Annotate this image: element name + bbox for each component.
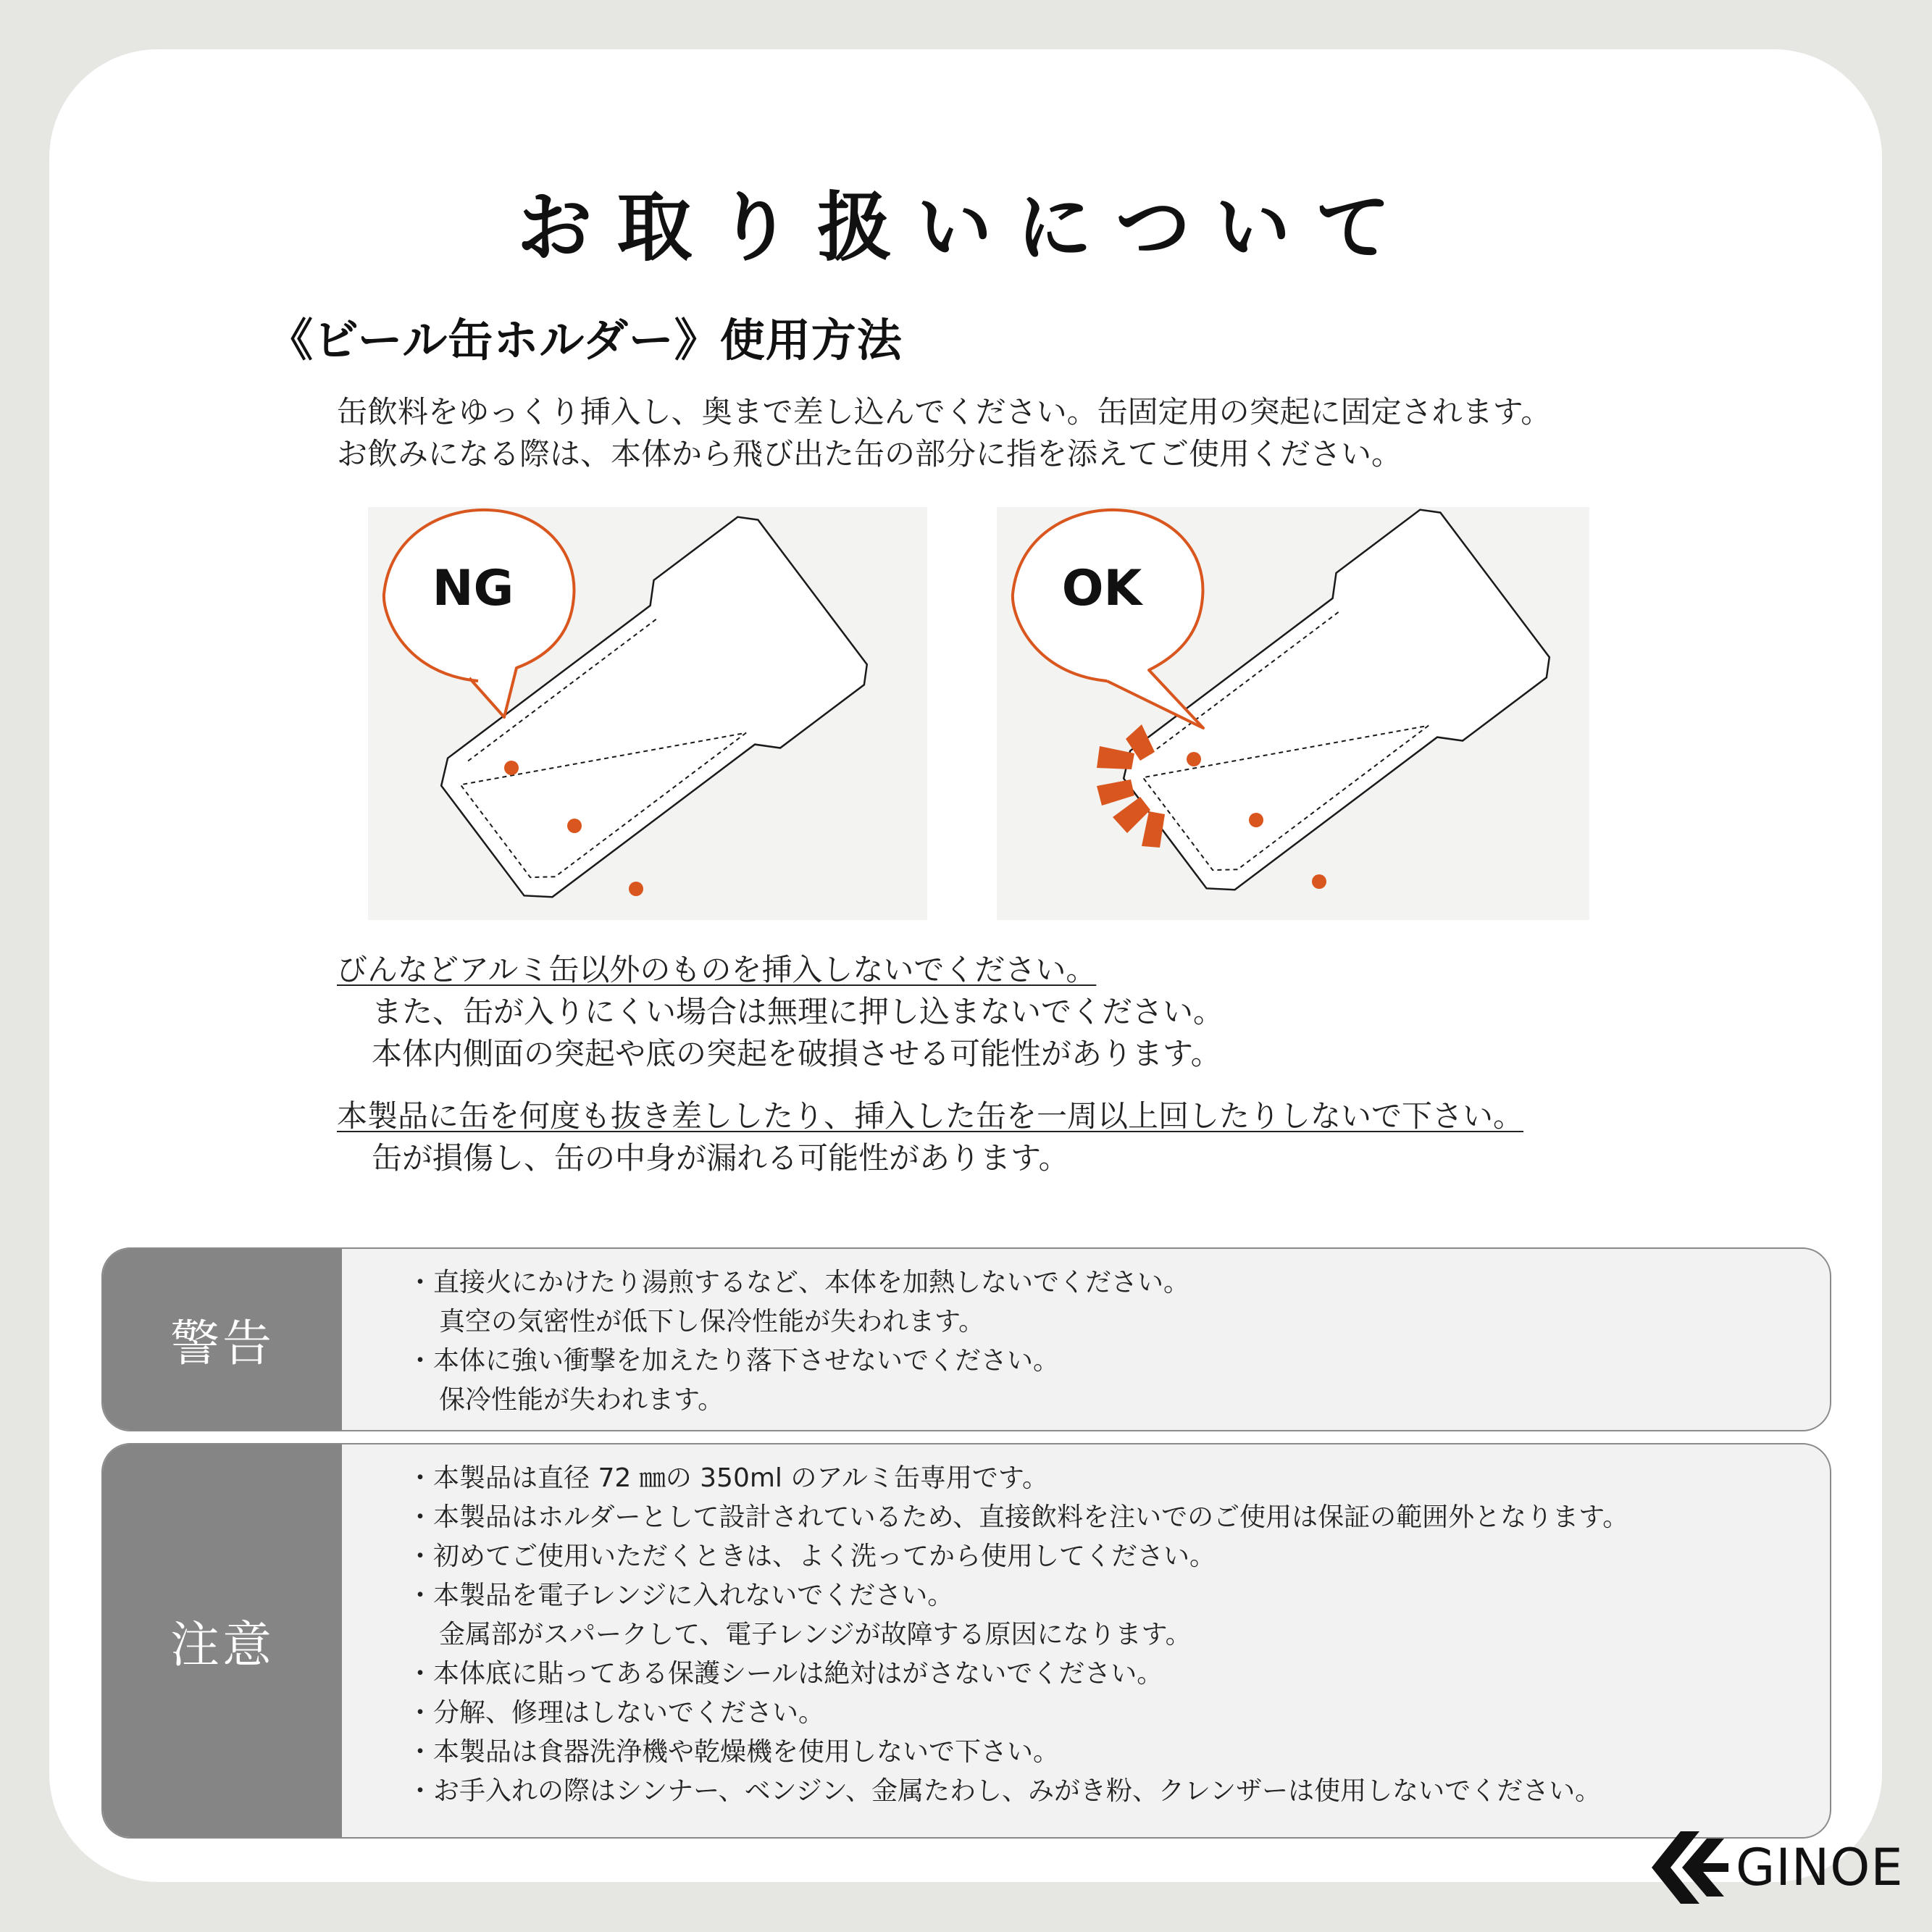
brand-logo	[1652, 1831, 1904, 1904]
protrusion-dot	[504, 761, 519, 775]
list-item	[407, 1733, 1815, 1772]
warning-box	[101, 1247, 1831, 1431]
attention-label: 注意	[103, 1444, 342, 1837]
caution-line: また、缶が入りにくい場合は無理に押し込まないでください。	[372, 994, 1224, 1029]
list-item-text: ・お手入れの際はシンナー、ベンジン、金属たわし、みがき粉、クレンザーは使用しないでください。	[407, 1776, 1602, 1806]
ok-label: OK	[1061, 560, 1142, 617]
list-item	[407, 1263, 1815, 1342]
list-item-text: ・本製品は食器洗浄機や乾燥機を使用しないで下さい。	[407, 1737, 1060, 1767]
warning-list	[407, 1263, 1815, 1420]
ok-speech-bubble	[1013, 510, 1203, 728]
list-item-text: ・本体に強い衝撃を加えたり落下させないでください。	[407, 1346, 1060, 1376]
ginoe-logo-icon	[1652, 1831, 1731, 1904]
list-item	[407, 1459, 1815, 1498]
list-item	[407, 1772, 1815, 1811]
intro-line: 缶飲料をゆっくり挿入し、奥まで差し込んでください。缶固定用の突起に固定されます。	[337, 394, 1552, 430]
list-item	[407, 1342, 1815, 1420]
protrusion-dot	[1187, 752, 1201, 766]
list-item-text: ・本製品は直径 72 ㎜の 350ml のアルミ缶専用です。	[407, 1463, 1049, 1493]
intro-line: お飲みになる際は、本体から飛び出た缶の部分に指を添えてご使用ください。	[337, 436, 1402, 472]
list-item	[407, 1537, 1815, 1576]
list-item-note: 保冷性能が失われます。	[439, 1385, 724, 1415]
protrusion-dot	[567, 819, 582, 833]
list-item-text: ・初めてご使用いただくときは、よく洗ってから使用してください。	[407, 1542, 1216, 1571]
list-item	[407, 1655, 1815, 1694]
list-item	[407, 1576, 1815, 1655]
caution-heading: びんなどアルミ缶以外のものを挿入しないでください。	[337, 952, 1097, 987]
list-item-text: ・本製品を電子レンジに入れないでください。	[407, 1581, 954, 1610]
ok-diagram	[997, 507, 1589, 920]
caution-block-2	[337, 1095, 1523, 1179]
intro-text	[337, 391, 1551, 475]
page-title: お取り扱いについて	[517, 183, 1415, 272]
list-item-text: ・本製品はホルダーとして設計されているため、直接飲料を注いでのご使用は保証の範囲外となります。	[407, 1502, 1629, 1532]
ng-illustration	[368, 507, 927, 920]
protrusion-dot	[629, 882, 643, 896]
caution-line: 本体内側面の突起や底の突起を破損させる可能性があります。	[372, 1036, 1221, 1071]
protrusion-dot	[1312, 874, 1326, 889]
brand-name: GINOE	[1736, 1838, 1904, 1897]
ng-label: NG	[432, 560, 514, 617]
list-item-note: 真空の気密性が低下し保冷性能が失われます。	[439, 1307, 985, 1337]
list-item	[407, 1498, 1815, 1537]
ng-diagram	[368, 507, 927, 920]
warning-label: 警告	[103, 1249, 342, 1430]
list-item-text: ・分解、修理はしないでください。	[407, 1698, 825, 1728]
list-item-text: ・本体底に貼ってある保護シールは絶対はがさないでください。	[407, 1659, 1163, 1689]
list-item-text: ・直接火にかけたり湯煎するなど、本体を加熱しないでください。	[407, 1268, 1190, 1297]
caution-block-1	[337, 949, 1224, 1075]
list-item	[407, 1694, 1815, 1733]
attention-box	[101, 1443, 1831, 1839]
caution-line: 缶が損傷し、缶の中身が漏れる可能性があります。	[372, 1140, 1069, 1176]
attention-list	[407, 1459, 1815, 1811]
ok-illustration	[997, 507, 1589, 920]
protrusion-dot	[1249, 813, 1263, 827]
list-item-note: 金属部がスパークして、電子レンジが故障する原因になります。	[439, 1620, 1192, 1649]
caution-heading: 本製品に缶を何度も抜き差ししたり、挿入した缶を一周以上回したりしないで下さい。	[337, 1098, 1524, 1134]
section-subtitle: 《ビール缶ホルダー》使用方法	[268, 314, 903, 367]
